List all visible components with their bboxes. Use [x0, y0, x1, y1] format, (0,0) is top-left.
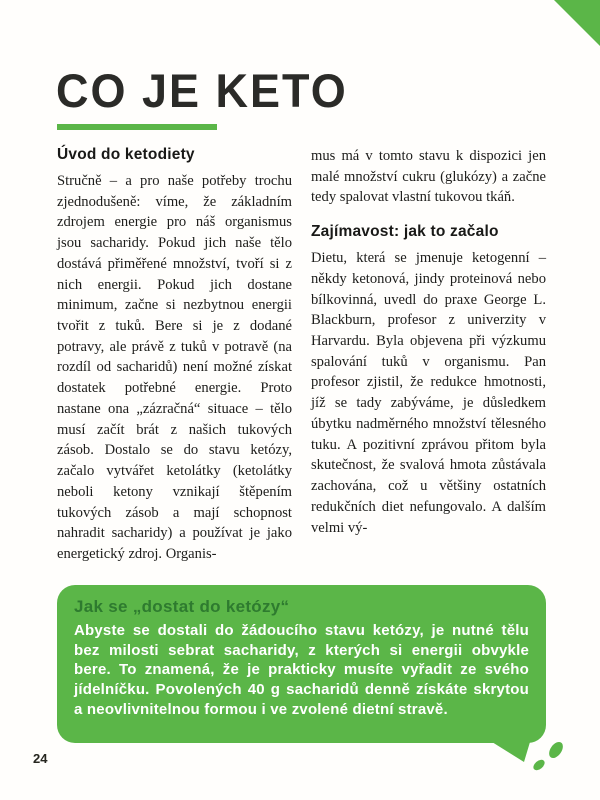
intro-paragraph-continued: mus má v tomto stavu k dispozici jen malé množství cukru (glukózy) a začne tedy spalovat vlastní tukovou tkáň. [311, 148, 546, 206]
page-number: 24 [33, 751, 48, 766]
callout-box [57, 585, 546, 743]
callout-title: Jak se „dostat do ketózy“ [74, 597, 290, 616]
section-heading-intro: Úvod do ketodiety [57, 146, 195, 163]
left-column [57, 146, 292, 565]
corner-accent-triangle [554, 0, 600, 46]
fact-paragraph: Dietu, která se jmenuje ketogenní – někdy ketonová, jindy proteinová nebo bílkovinná, uvedl do praxe George L. Blackburn, profesor z univerzity v Harvardu. Byla objevena při výzkumu spalování tuků v organismu. Pan profesor zjistil, že redukce hmotnosti, jíž se tady zabýváme, je důsledkem úbytku nadměrného množství tělesného tuku. A pozitivní zprávou přitom byla skutečnost, že svalová hmota zůstávala zachována, což u většiny ostatních redukčních diet nefungovalo. A dalším velmi vý- [311, 250, 546, 536]
leaf-decoration [526, 740, 568, 774]
intro-paragraph: Stručně – a pro naše potřeby trochu zjednodušeně: víme, že základním zdrojem energie pro náš organismus jsou sacharidy. Pokud jich naše tělo dostává přiměřené množství, tvoří si z nich energii. Pokud jich dostane minimum, začne si nezbytnou energii tvořit z tuků. Bere si je z dodané potravy, ale právě z tuků v potravě (na rozdíl od sacharidů) není možné získat dostatek potřebné energie. Proto nastane ona „zázračná“ situace – tělo musí začít brát z našich tukových zásob. Dostalo se do stavu ketózy, začalo vytvářet ketolátky (ketolátky neboli ketony vznikají štěpením tukových zásob a mají schopnost nahradit sacharidy) a používat je jako energetický zdroj. Organis- [57, 173, 292, 562]
section-heading-fact: Zajímavost: jak to začalo [311, 223, 499, 241]
callout-body: Abyste se dostali do žádoucího stavu ketózy, je nutné tělu bez milosti sebrat sacharidy, z kterých si energii obvykle bere. To znamená, že je prakticky musíte vyřadit ze svého jídelníčku. Povolených 40 g sacharidů denně získáte skrytou a neovlivnitelnou formou i ve zvolené dietní stravě. [74, 622, 529, 718]
page-title: CO JE KETO [56, 64, 348, 118]
speech-bubble-tail [492, 742, 530, 762]
right-column [311, 146, 546, 565]
text-columns [57, 146, 546, 565]
title-underline [57, 124, 217, 130]
leaf-icon [546, 740, 565, 761]
leaf-icon [531, 758, 546, 772]
